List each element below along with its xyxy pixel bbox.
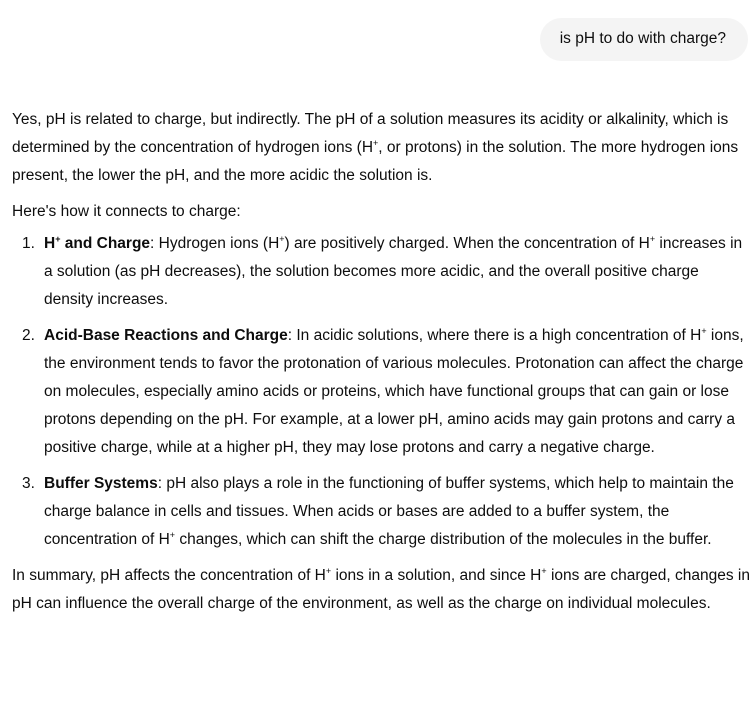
list-item-number: 3. bbox=[22, 475, 35, 492]
response-intro: Yes, pH is related to charge, but indirectly. The pH of a solution measures its acidity or alkalinity, which is determined by the concentration of hydrogen ions (H+, or protons) in the solution. The more hydrogen ions present, the lower the pH, and the more acidic the solution is. bbox=[12, 111, 739, 184]
list-item-term: H+ and Charge bbox=[44, 234, 151, 252]
list-item bbox=[12, 470, 750, 554]
user-message-text: is pH to do with charge? bbox=[559, 30, 726, 47]
list-item-number: 1. bbox=[22, 235, 35, 252]
user-message-bubble bbox=[540, 18, 748, 61]
list-item-text: : Hydrogen ions (H+) are positively charged. When the concentration of H+ increases in a solution (as pH decreases), the solution becomes more acidic, and the overall positive charge density increases. bbox=[44, 234, 743, 308]
list-item-term: Acid-Base Reactions and Charge bbox=[44, 327, 288, 344]
response-summary: In summary, pH affects the concentration of H+ ions in a solution, and since H+ ions are charged, changes in pH can influence the overall charge of the environment, as well as the charge on individual molecules. bbox=[12, 566, 750, 612]
assistant-response bbox=[12, 106, 750, 618]
response-list bbox=[12, 230, 750, 554]
response-lead: Here's how it connects to charge: bbox=[12, 203, 241, 220]
list-item-text: : In acidic solutions, where there is a high concentration of H+ ions, the environment tends to favor the protonation of various molecules. Protonation can affect the charge on molecules, especially amino acids or proteins, which have functional groups that can gain or lose protons depending on the pH. For example, at a lower pH, amino acids may gain protons and carry a positive charge, while at a higher pH, they may lose protons and carry a negative charge. bbox=[44, 326, 744, 456]
list-item-number: 2. bbox=[22, 327, 35, 344]
list-item-term: Buffer Systems bbox=[44, 475, 158, 492]
list-item-text: : pH also plays a role in the functioning of buffer systems, which help to maintain the charge balance in cells and tissues. When acids or bases are added to a buffer system, the concentration of H+ changes, which can shift the charge distribution of the molecules in the buffer. bbox=[44, 475, 734, 548]
list-item bbox=[12, 322, 750, 462]
list-item bbox=[12, 230, 750, 314]
